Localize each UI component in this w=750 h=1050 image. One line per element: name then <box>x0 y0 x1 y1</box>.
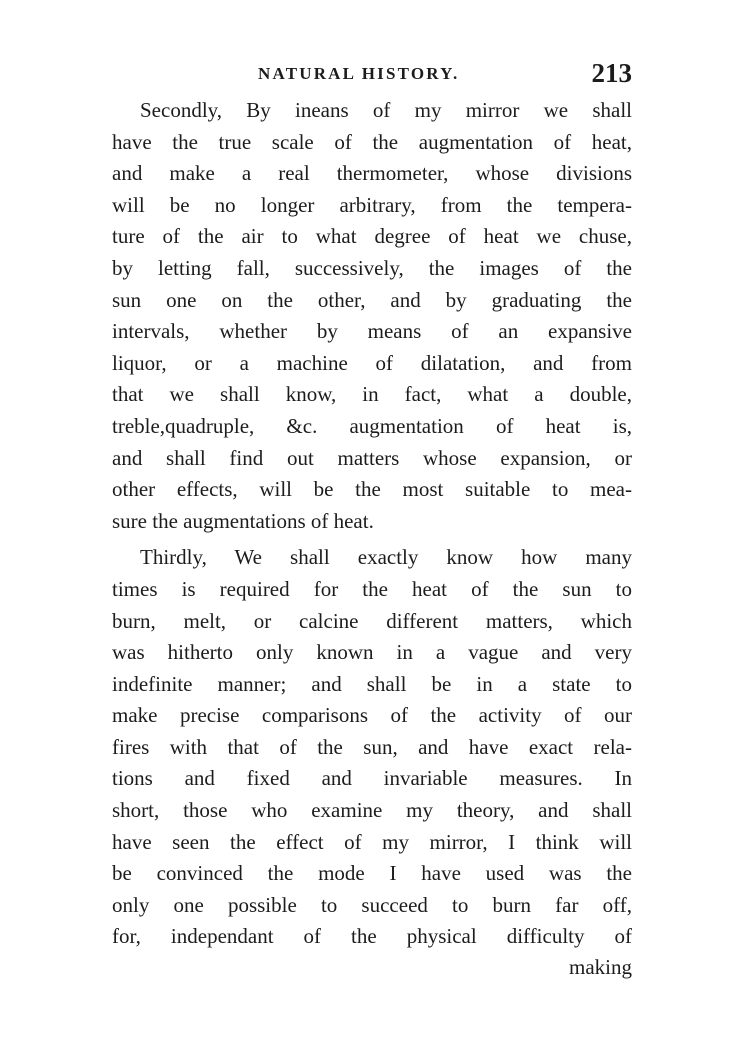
text-line: sun one on the other, and by graduating the <box>112 287 632 312</box>
text-line: sure the augmentations of heat. <box>112 508 374 533</box>
paragraph-thirdly <box>112 542 632 953</box>
text-line: fires with that of the sun, and have exact rela- <box>112 734 632 759</box>
text-line: make precise comparisons of the activity of our <box>112 703 632 728</box>
text-line: treble,quadruple, &c. augmentation of heat is, <box>112 413 632 438</box>
text-line: that we shall know, in fact, what a double, <box>112 382 632 407</box>
text-line: intervals, whether by means of an expansive <box>112 319 632 344</box>
text-line: indefinite manner; and shall be in a state to <box>112 671 632 696</box>
running-title: NATURAL HISTORY. <box>258 64 460 83</box>
running-head <box>112 58 632 88</box>
text-line: Thirdly, We shall exactly know how many <box>140 545 632 570</box>
text-line: by letting fall, successively, the images of the <box>112 255 632 280</box>
text-line: Secondly, By ineans of my mirror we shall <box>140 98 632 122</box>
text-line: have the true scale of the augmentation of heat, <box>112 129 632 154</box>
catchword: making <box>569 955 632 979</box>
text-line: be convinced the mode I have used was the <box>112 861 632 886</box>
text-line: was hitherto only known in a vague and very <box>112 640 632 665</box>
page-number: 213 <box>591 58 632 88</box>
text-line: for, independant of the physical difficulty of <box>112 924 632 949</box>
text-line: short, those who examine my theory, and shall <box>112 798 632 823</box>
text-line: burn, melt, or calcine different matters, which <box>112 608 632 633</box>
text-line: only one possible to succeed to burn far off, <box>112 892 632 917</box>
text-line: times is required for the heat of the sun to <box>112 576 632 601</box>
paragraph-secondly <box>112 95 632 537</box>
text-line: and make a real thermometer, whose divisions <box>112 161 632 186</box>
body-text <box>112 95 632 953</box>
text-line: other effects, will be the most suitable to mea- <box>112 477 632 502</box>
text-line: tions and fixed and invariable measures. In <box>112 766 632 791</box>
text-line: will be no longer arbitrary, from the tempera- <box>112 192 632 217</box>
text-line: have seen the effect of my mirror, I think will <box>112 829 632 854</box>
text-line: and shall find out matters whose expansion, or <box>112 445 632 470</box>
text-line: liquor, or a machine of dilatation, and from <box>112 350 632 375</box>
text-line: ture of the air to what degree of heat we chuse, <box>112 224 632 249</box>
